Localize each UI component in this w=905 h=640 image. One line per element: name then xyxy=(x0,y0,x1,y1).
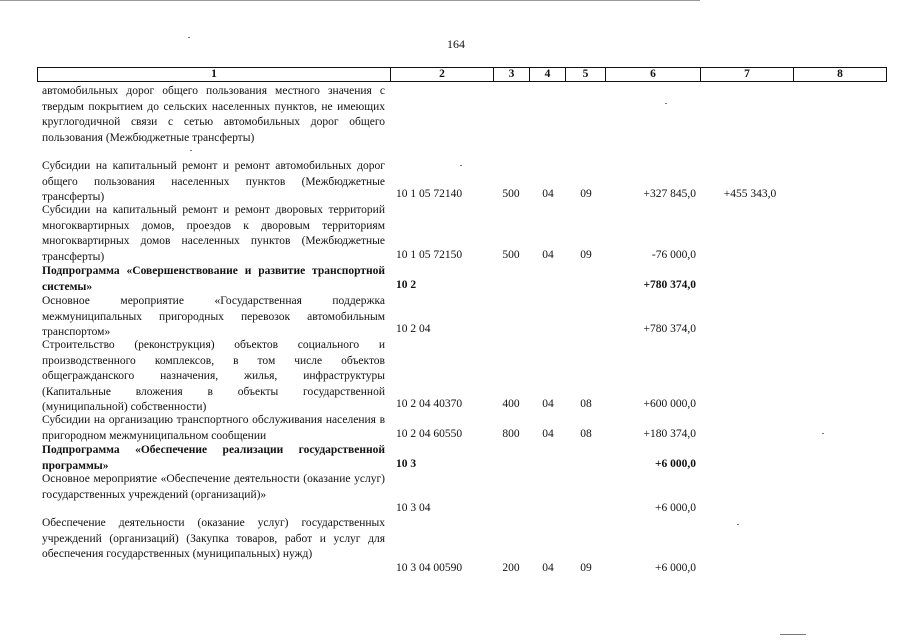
row-col6: +6 000,0 xyxy=(654,458,696,470)
row-col5: 09 xyxy=(580,188,592,200)
scan-speck xyxy=(737,524,739,525)
row-col6: +6 000,0 xyxy=(655,562,696,574)
row-code: 10 1 05 72150 xyxy=(396,249,463,261)
row-description: Основное мероприятие «Обеспечение деятельности (оказание услуг) государственных учреждений (организаций)» xyxy=(42,473,385,501)
row-description: Основное мероприятие «Государственная поддержка межмуниципальных пригородных перевозок автомобильным транспортом» xyxy=(42,295,385,338)
row-col4: 04 xyxy=(542,398,554,410)
row-col6: +600 000,0 xyxy=(643,398,696,410)
col-header-1: 1 xyxy=(38,68,391,82)
row-col6: -76 000,0 xyxy=(651,249,696,261)
row-description: Субсидии на капитальный ремонт и ремонт дворовых территорий многоквартирных домов, проездов к дворовым территориям многоквартирных домов населенных пунктов (Межбюджетные трансферты) xyxy=(42,204,385,263)
row-code: 10 2 04 40370 xyxy=(396,398,463,410)
col-header-3: 3 xyxy=(494,68,530,82)
row-col3: 200 xyxy=(502,562,520,574)
row-col7: +455 343,0 xyxy=(723,188,777,200)
row-code: 10 3 04 00590 xyxy=(396,562,463,574)
row-description: Субсидии на организацию транспортного обслуживания населения в пригородном межмуниципальном сообщении xyxy=(42,414,385,442)
row-description: Строительство (реконструкция) объектов социального и производственного комплексов, в том числе объектов общегражданского назначения, жилья, инфраструктуры (Капитальные вложения в объекты государственной (муниципальной) собственности) xyxy=(42,339,385,413)
row-code: 10 3 04 xyxy=(396,502,431,514)
row-col4: 04 xyxy=(542,188,554,200)
row-description: автомобильных дорог общего пользования местного значения с твердым покрытием до сельских населенных пунктов, не имеющих круглогодичной связи с сетью автомобильных дорог общего пользования (Межбюджетные трансферты) xyxy=(42,85,385,144)
row-col3: 400 xyxy=(502,398,520,410)
row-col5: 08 xyxy=(580,398,592,410)
row-col3: 500 xyxy=(502,188,520,200)
col-header-5: 5 xyxy=(566,68,606,82)
row-code: 10 2 04 xyxy=(396,323,431,335)
row-col5: 09 xyxy=(580,249,592,261)
row-code: 10 2 04 60550 xyxy=(396,428,463,440)
row-col4: 04 xyxy=(542,562,554,574)
row-col6: +6 000,0 xyxy=(655,502,696,514)
row-col6: +180 374,0 xyxy=(643,428,696,440)
row-col3: 800 xyxy=(502,428,520,440)
scan-speck xyxy=(188,37,190,38)
row-col6: +780 374,0 xyxy=(643,279,696,291)
row-col5: 08 xyxy=(580,428,592,440)
row-col5: 09 xyxy=(580,562,592,574)
row-col4: 04 xyxy=(542,249,554,261)
row-col6: +780 374,0 xyxy=(643,323,696,335)
scan-speck xyxy=(460,165,462,166)
page-number: 164 xyxy=(447,37,465,51)
row-description: Обеспечение деятельности (оказание услуг) государственных учреждений (организаций) (Закупка товаров, работ и услуг для обеспечения государственных (муниципальных) нужд) xyxy=(42,517,385,560)
col-header-8: 8 xyxy=(794,68,887,82)
row-col6: +327 845,0 xyxy=(643,188,696,200)
col-header-2: 2 xyxy=(391,68,494,82)
scan-speck xyxy=(822,433,824,434)
subprogram-title: Подпрограмма «Совершенствование и развитие транспортной системы» xyxy=(42,265,385,293)
subprogram-title: Подпрограмма «Обеспечение реализации государственной программы» xyxy=(42,444,385,472)
row-col3: 500 xyxy=(502,249,520,261)
col-header-7: 7 xyxy=(701,68,794,82)
row-code: 10 3 xyxy=(396,458,417,470)
col-header-6: 6 xyxy=(606,68,701,82)
row-description: Субсидии на капитальный ремонт и ремонт автомобильных дорог общего пользования населенных пунктов (Межбюджетные трансферты) xyxy=(42,160,385,203)
row-code: 10 2 xyxy=(396,279,417,291)
scan-speck xyxy=(780,634,806,635)
scan-speck xyxy=(665,103,667,104)
row-code: 10 1 05 72140 xyxy=(396,188,463,200)
col-header-4: 4 xyxy=(530,68,566,82)
scan-speck xyxy=(190,150,192,151)
row-col4: 04 xyxy=(542,428,554,440)
